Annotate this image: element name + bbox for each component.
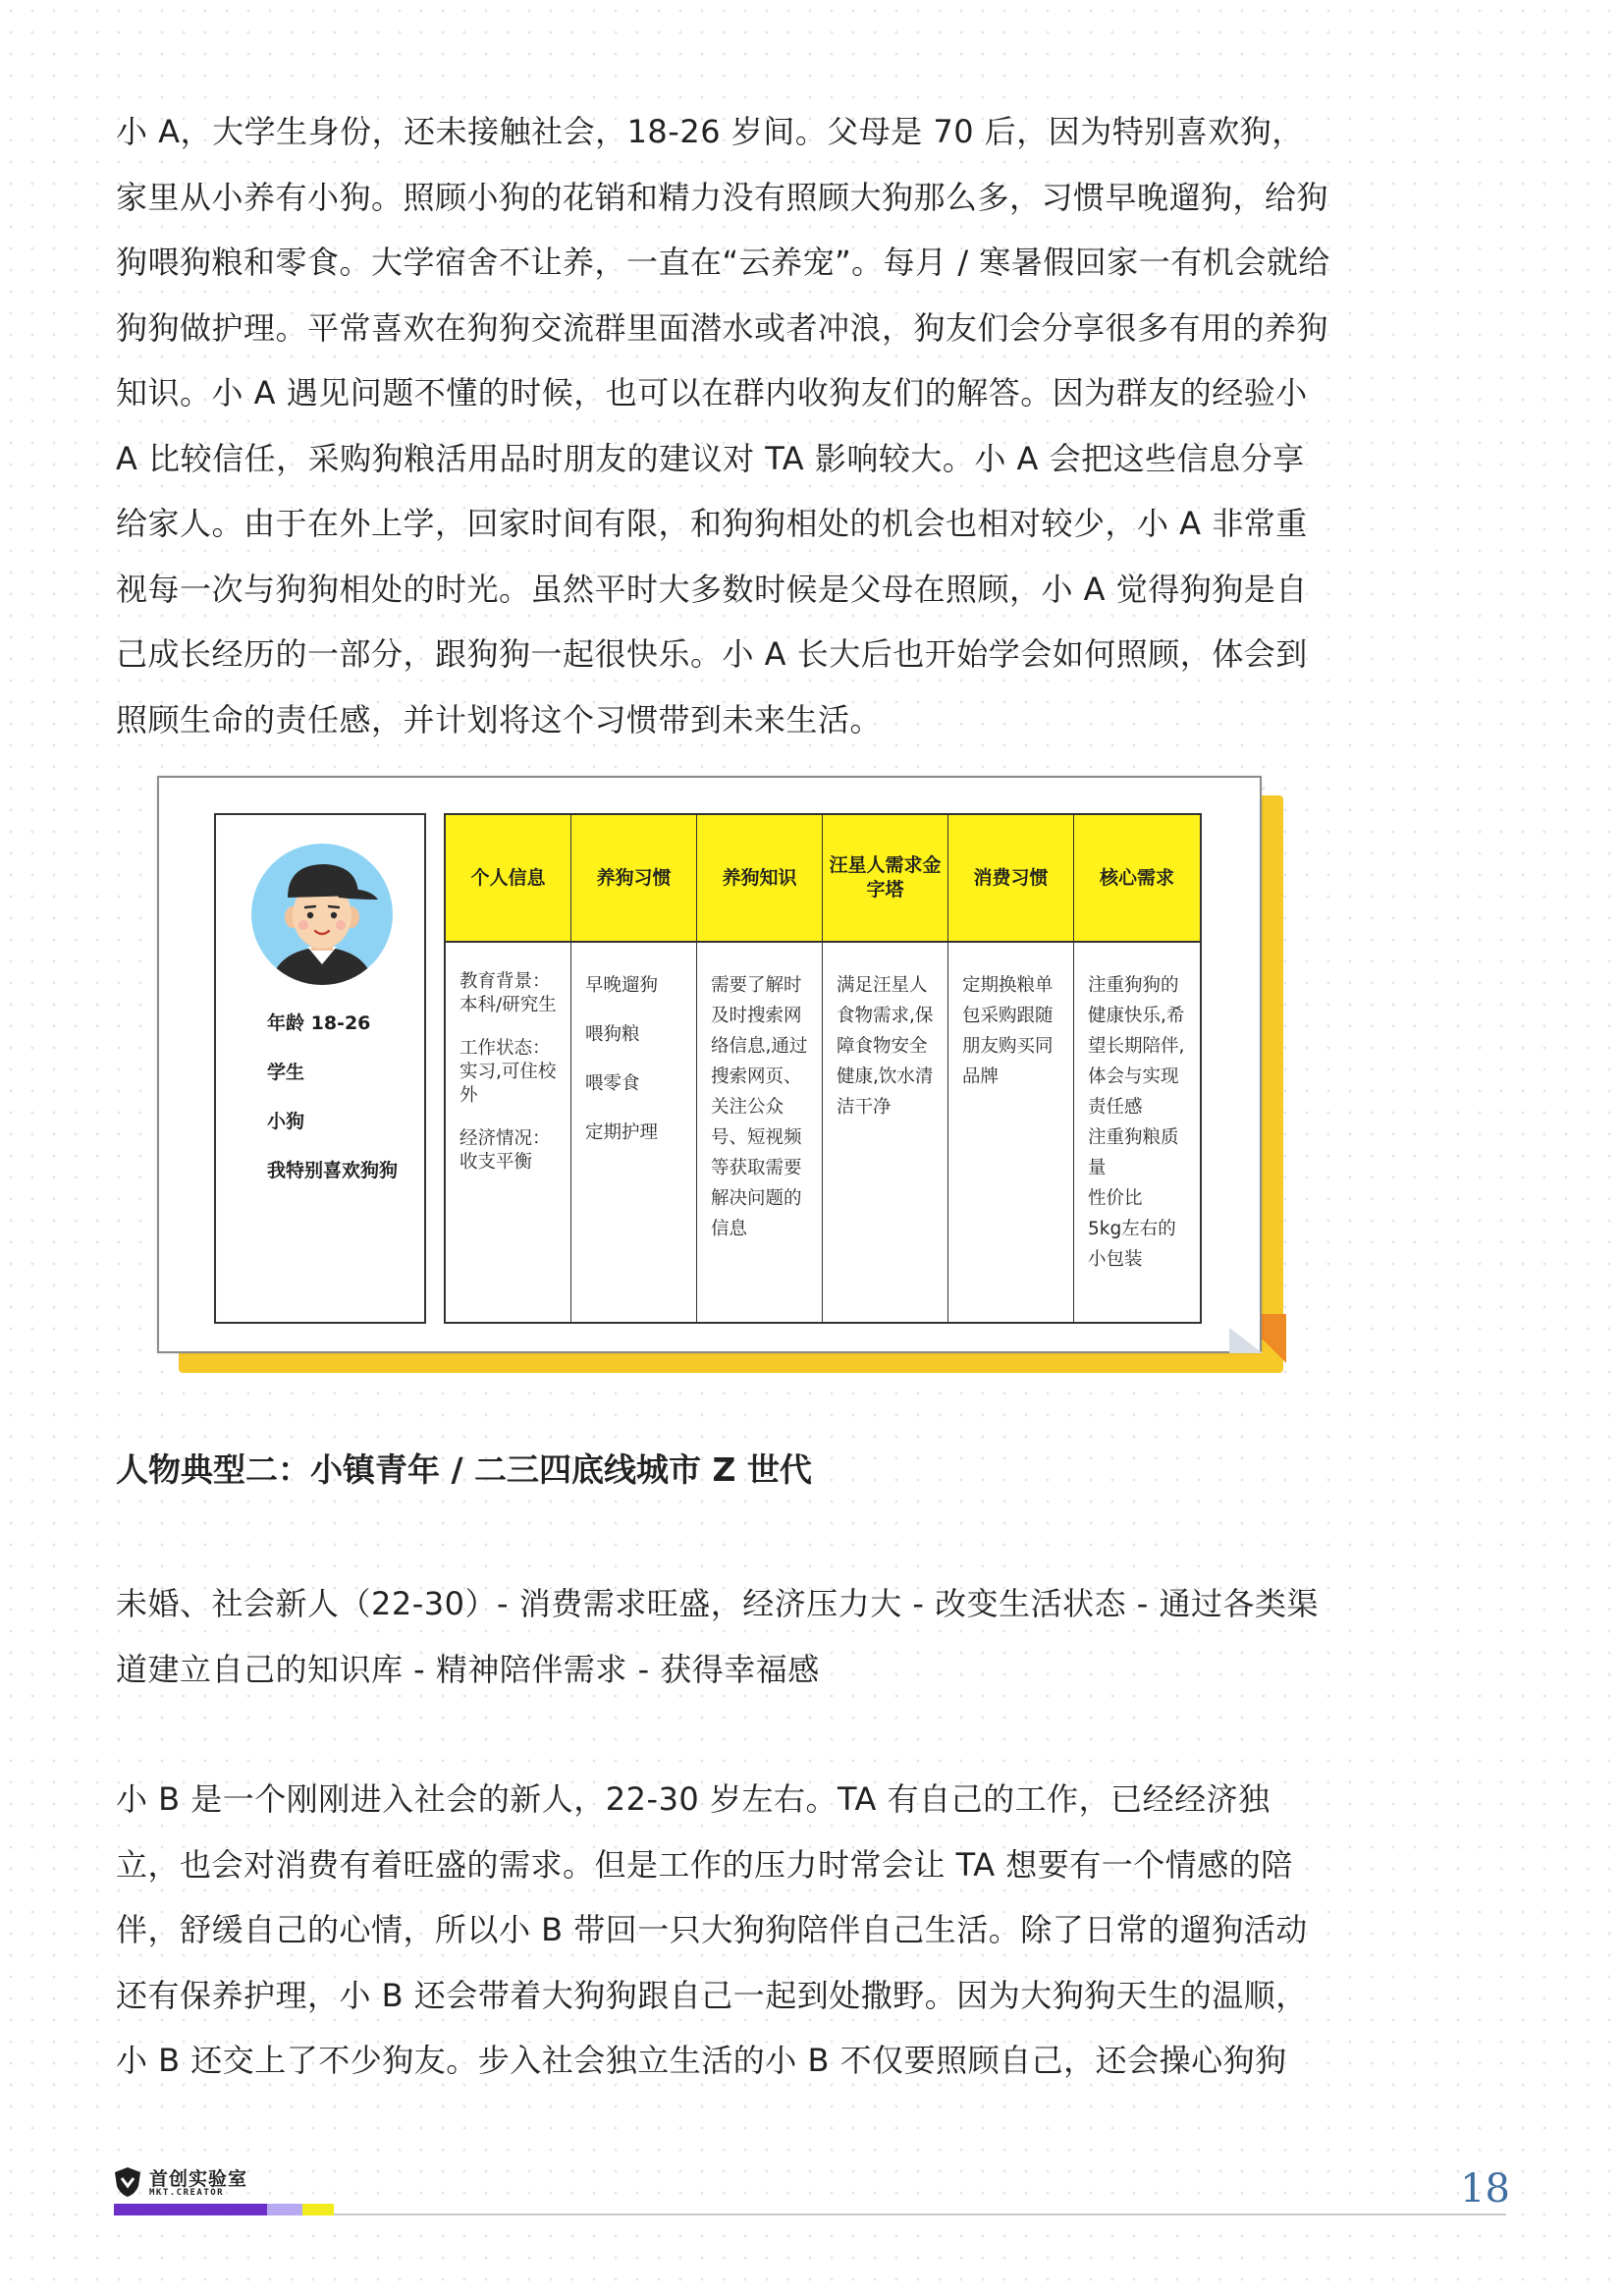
card-page-curl: [1229, 1328, 1263, 1353]
cell-item: 注重狗狗的健康快乐,希望长期陪伴,体会与实现责任感: [1088, 975, 1185, 1118]
footer-divider: [334, 2214, 1506, 2215]
cell-item: 满足汪星人食物需求,保障食物安全健康,饮水清洁干净: [837, 975, 934, 1118]
footer-bar-lilac: [267, 2204, 302, 2215]
column-header: 养狗知识: [697, 815, 822, 943]
column-header: 消费习惯: [948, 815, 1073, 943]
cell-item: 注重狗粮质量: [1088, 1127, 1179, 1178]
cell-item: 经济情况：收支平衡: [460, 1128, 551, 1173]
cell-item: 早晚遛狗: [585, 975, 659, 996]
cell-item: 喂零食: [585, 1073, 640, 1094]
paragraph-persona-b: 小 B 是一个刚刚进入社会的新人，22-30 岁左右。TA 有自己的工作，已经经济独立，也会对消费有着旺盛的需求。但是工作的压力时常会让 TA 想要有一个情感的陪伴，舒缓自己的心情，所以小 B 带回一只大狗狗陪伴自己生活。除了日常的遛狗活动还有保养护理，小 B 还会带着大狗狗跟自己一起到处撒野。因为大狗狗天生的温顺，小 B 还交上了不少狗友。步入社会独立生活的小 B 不仅要照顾自己，还会操心狗狗: [116, 1780, 1308, 2079]
column-dog-habits: [571, 815, 697, 1322]
column-header: 核心需求: [1074, 815, 1200, 943]
shield-icon: [114, 2166, 141, 2198]
column-dog-knowledge: [697, 815, 823, 1322]
paragraph-persona-a: 小 A，大学生身份，还未接触社会，18-26 岁间。父母是 70 后，因为特别喜欢狗，家里从小养有小狗。照顾小狗的花销和精力没有照顾大狗那么多，习惯早晚遛狗，给狗狗喂狗粮和零食。大学宿舍不让养，一直在“云养宠”。每月 / 寒暑假回家一有机会就给狗狗做护理。平常喜欢在狗狗交流群里面潜水或者冲浪，狗友们会分享很多有用的养狗知识。小 A 遇见问题不懂的时候，也可以在群内收狗友们的解答。因为群友的经验小 A 比较信任，采购狗粮活用品时朋友的建议对 TA 影响较大。小 A 会把这些信息分享给家人。由于在外上学，回家时间有限，和狗狗相处的机会也相对较少，小 A 非常重视每一次与狗狗相处的时光。虽然平时大多数时候是父母在照顾，小 A 觉得狗狗是自己成长经历的一部分，跟狗狗一起很快乐。小 A 长大后也开始学会如何照顾，体会到照顾生命的责任感，并计划将这个习惯带到未来生活。: [116, 113, 1330, 738]
cell-item: 性价比: [1088, 1188, 1143, 1209]
profile-age: 年龄 18-26: [267, 1012, 371, 1034]
column-consumption-habits: [948, 815, 1074, 1322]
cell-item: 需要了解时及时搜索网络信息,通过搜索网页、关注公众号、短视频等获取需要解决问题的信息: [711, 975, 808, 1239]
column-header: 汪星人需求金字塔: [823, 815, 947, 943]
cell-item: 喂狗粮: [585, 1024, 640, 1045]
section-heading-persona-2: 人物典型二：小镇青年 / 二三四底线城市 Z 世代: [116, 1450, 812, 1489]
column-header: 养狗习惯: [571, 815, 696, 943]
page-number: 18: [1460, 2166, 1510, 2212]
cell-item: 定期护理: [585, 1122, 659, 1143]
persona-card: [157, 776, 1286, 1377]
footer-logo: [114, 2166, 251, 2196]
profile-dog-type: 小狗: [267, 1111, 305, 1132]
column-header: 个人信息: [446, 815, 570, 943]
column-needs-pyramid: [823, 815, 948, 1322]
cell-item: 定期换粮单包采购跟随朋友购买同品牌: [962, 975, 1054, 1087]
footer-bar-purple: [114, 2204, 267, 2215]
persona-card-sheet: [157, 776, 1262, 1353]
cell-item: 5kg左右的小包装: [1088, 1219, 1176, 1270]
avatar-boy-icon: [248, 841, 396, 988]
persona-profile: [214, 813, 426, 1324]
logo-chinese-text: 首创实验室: [149, 2168, 248, 2190]
paragraph-persona-b-summary: 未婚、社会新人（22-30）- 消费需求旺盛，经济压力大 - 改变生活状态 - 通过各类渠道建立自己的知识库 - 精神陪伴需求 - 获得幸福感: [116, 1585, 1319, 1688]
cell-item: 工作状态：实习,可住校外: [460, 1038, 557, 1106]
column-core-needs: [1074, 815, 1200, 1322]
footer-bar-yellow: [302, 2204, 334, 2215]
persona-table: [444, 813, 1202, 1324]
logo-english-text: MKT.CREATOR: [149, 2188, 225, 2198]
avatar: [248, 841, 396, 988]
column-personal-info: [446, 815, 571, 1322]
profile-identity: 学生: [267, 1062, 305, 1083]
cell-item: 教育背景：本科/研究生: [460, 971, 557, 1015]
profile-quote: 我特别喜欢狗狗: [267, 1160, 399, 1181]
